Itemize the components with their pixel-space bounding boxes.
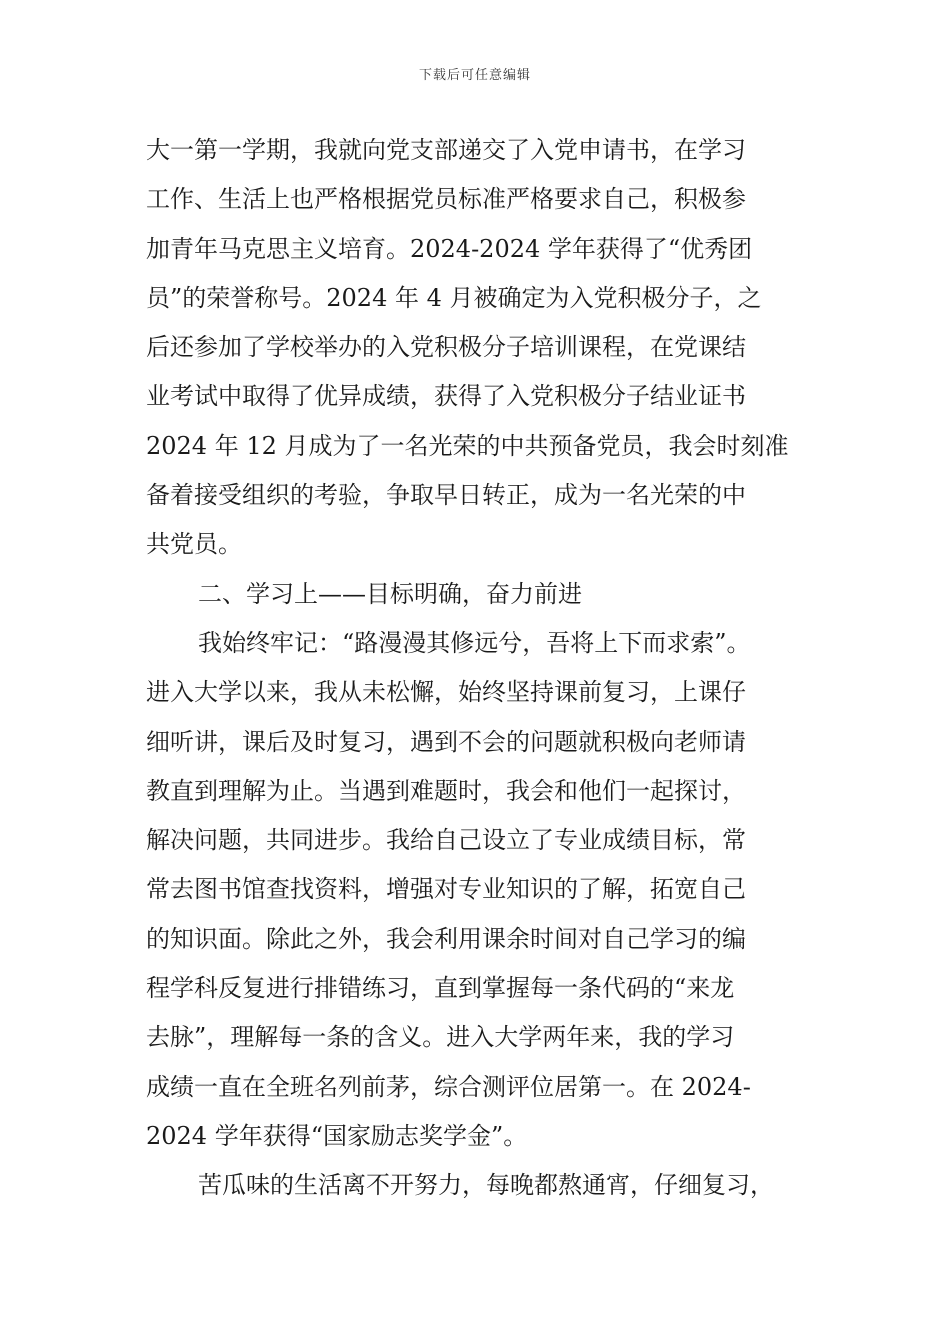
text-line: 常去图书馆查找资料，增强对专业知识的了解，拓宽自己 [146, 875, 746, 904]
paragraph-start: 苦瓜味的生活离不开努力，每晚都熬通宵，仔细复习， [198, 1171, 774, 1200]
text-line: 员”的荣誉称号。2024 年 4 月被确定为入党积极分子，之 [146, 283, 762, 312]
text-line: 程学科反复进行排错练习，直到掌握每一条代码的“来龙 [146, 974, 735, 1003]
text-line: 业考试中取得了优异成绩，获得了入党积极分子结业证书 [146, 382, 746, 411]
text-line: 教直到理解为止。当遇到难题时，我会和他们一起探讨， [146, 776, 746, 805]
text-line: 大一第一学期，我就向党支部递交了入党申请书，在学习 [146, 136, 746, 164]
section-heading: 二、学习上——目标明确，奋力前进 [198, 579, 582, 608]
text-line: 加青年马克思主义培育。2024-2024 学年获得了“优秀团 [146, 234, 753, 263]
text-line: 工作、生活上也严格根据党员标准严格要求自己，积极参 [146, 185, 746, 214]
text-line: 成绩一直在全班名列前茅，综合测评位居第一。在 2024- [146, 1072, 751, 1101]
text-line: 2024 年 12 月成为了一名光荣的中共预备党员，我会时刻准 [146, 431, 789, 460]
document-body [146, 126, 826, 1211]
text-line: 解决问题，共同进步。我给自己设立了专业成绩目标，常 [146, 826, 746, 855]
text-line: 的知识面。除此之外，我会利用课余时间对自己学习的编 [146, 924, 746, 953]
text-line: 去脉”，理解每一条的含义。进入大学两年来，我的学习 [146, 1023, 735, 1052]
text-line: 后还参加了学校举办的入党积极分子培训课程，在党课结 [146, 333, 746, 362]
text-line: 细听讲，课后及时复习，遇到不会的问题就积极向老师请 [146, 727, 746, 756]
page-header-note: 下载后可任意编辑 [418, 68, 531, 83]
paragraph-start: 我始终牢记：“路漫漫其修远兮，吾将上下而求索”。 [198, 628, 751, 657]
text-line: 备着接受组织的考验，争取早日转正，成为一名光荣的中 [146, 481, 746, 510]
text-line: 2024 学年获得“国家励志奖学金”。 [146, 1121, 528, 1150]
text-line: 进入大学以来，我从未松懈，始终坚持课前复习，上课仔 [146, 678, 746, 707]
text-line: 共党员。 [146, 530, 242, 559]
